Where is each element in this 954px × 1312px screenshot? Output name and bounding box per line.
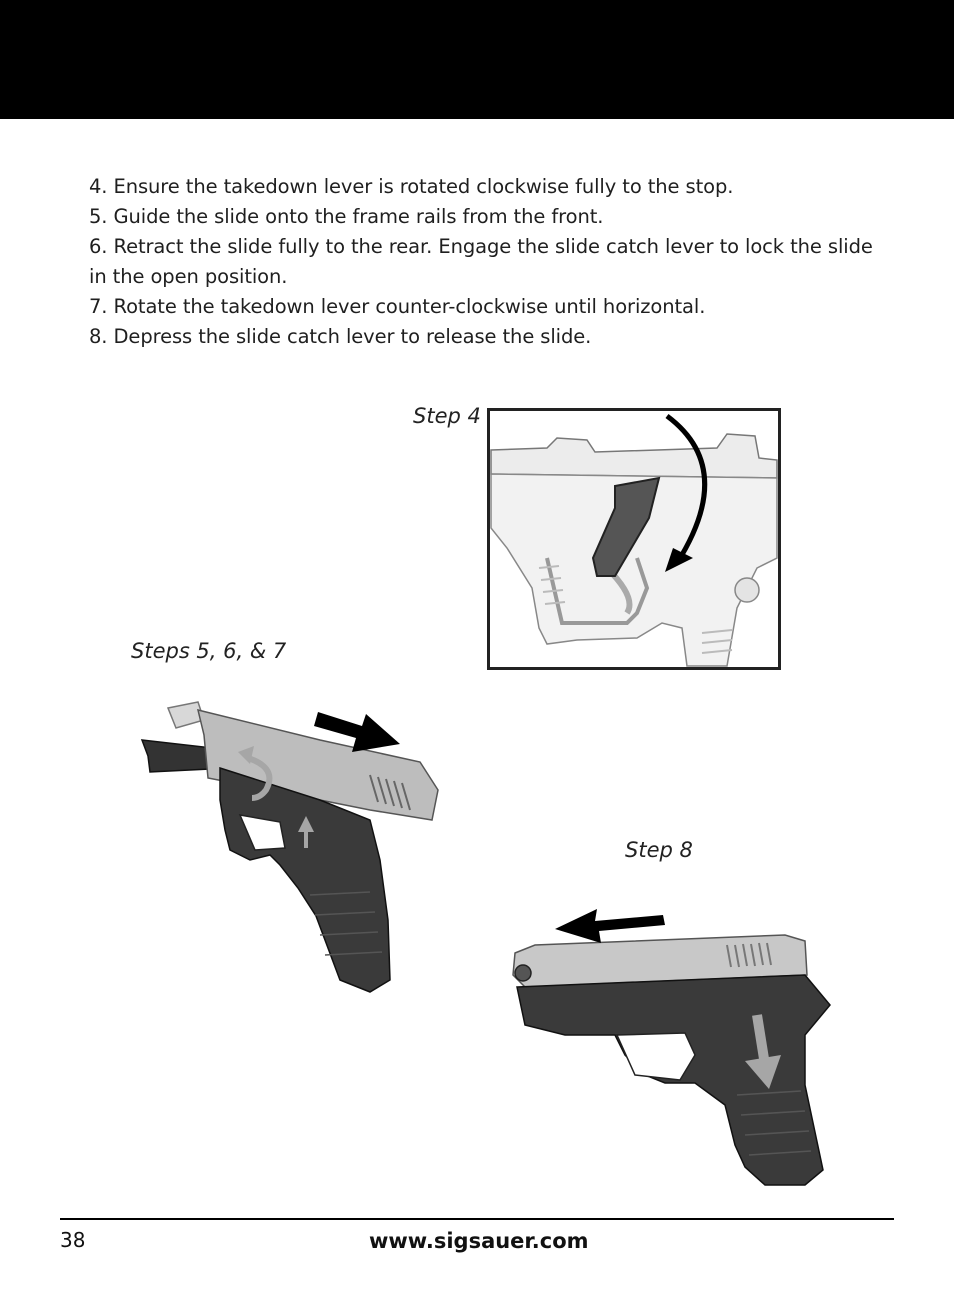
instruction-list: [89, 172, 889, 352]
instruction-step-6: 6. Retract the slide fully to the rear. Engage the slide catch lever to lock the slide in the open position.: [89, 235, 873, 288]
footer-url[interactable]: www.sigsauer.com: [369, 1229, 589, 1253]
page-number: 38: [60, 1228, 86, 1252]
step8-illustration: [505, 905, 885, 1195]
instruction-step-7: 7. Rotate the takedown lever counter-clockwise until horizontal.: [89, 295, 706, 318]
instruction-step-8: 8. Depress the slide catch lever to release the slide.: [89, 325, 592, 348]
steps567-caption: Steps 5, 6, & 7: [131, 639, 287, 663]
footer-rule: [60, 1218, 894, 1220]
steps567-illustration: [120, 680, 480, 1005]
step8-caption: Step 8: [625, 838, 693, 862]
header-band: [0, 0, 954, 119]
step4-caption: Step 4: [413, 404, 481, 428]
step4-illustration: [487, 408, 781, 670]
instruction-step-4: 4. Ensure the takedown lever is rotated clockwise fully to the stop.: [89, 175, 734, 198]
instruction-step-5: 5. Guide the slide onto the frame rails from the front.: [89, 205, 604, 228]
